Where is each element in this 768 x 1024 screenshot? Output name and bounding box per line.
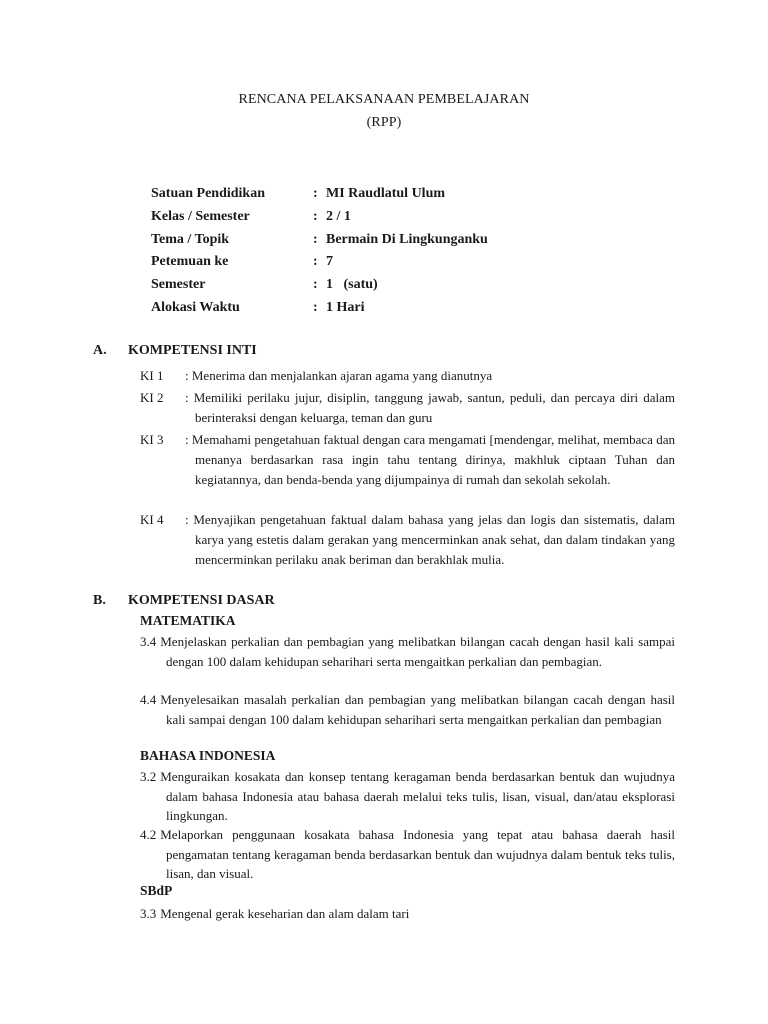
identity-colon: : [313, 299, 318, 315]
kd-item [140, 825, 675, 884]
identity-row [151, 229, 488, 252]
kd-text: Melaporkan penggunaan kosakata bahasa Indonesia yang tepat atau bahasa daerah hasil pengamatan tentang keragaman benda berdasarkan bentuk dan wujudnya dalam bentuk teks tulis, lisan, dan visual. [160, 827, 675, 881]
kd-text: Menjelaskan perkalian dan pembagian yang melibatkan bilangan cacah dengan hasil kali sampai dengan 100 dalam kehidupan seharihari serta mengaitkan perkalian dan pembagian. [160, 634, 675, 669]
subject-heading: BAHASA INDONESIA [140, 748, 276, 763]
identity-value: 1 Hari [326, 299, 365, 315]
identity-row [151, 297, 488, 320]
identity-label: Satuan Pendidikan [151, 186, 265, 201]
identity-row [151, 274, 488, 297]
identity-label: Semester [151, 277, 206, 293]
ki-code: KI 2 [140, 390, 164, 405]
identity-block [151, 183, 488, 320]
ki-code: KI 3 [140, 432, 164, 447]
identity-colon: : [313, 277, 318, 293]
identity-label: Alokasi Waktu [151, 299, 240, 315]
ki-text: : Menyajikan pengetahuan faktual dalam bahasa yang jelas dan logis dan sistematis, dalam karya yang estetis dalam gerakan yang mencerminkan anak sehat, dan dalam tindakan yang mencerminkan perilaku anak beriman dan berakhlak mulia. [185, 512, 675, 567]
document-subtitle: (RPP) [366, 115, 402, 130]
identity-label: Tema / Topik [151, 231, 230, 247]
ki-text: : Menerima dan menjalankan ajaran agama yang dianutnya [185, 368, 493, 383]
kd-number: 3.3 [140, 906, 157, 921]
identity-value: Bermain Di Lingkunganku [326, 231, 488, 247]
kd-number: 3.4 [140, 634, 157, 649]
document-title: RENCANA PELAKSANAAN PEMBELAJARAN [238, 92, 530, 107]
identity-value: 7 [326, 254, 333, 270]
section-title: KOMPETENSI DASAR [128, 593, 275, 608]
ki-text: : Memiliki perilaku jujur, disiplin, tanggung jawab, santun, peduli, dan percaya diri dalam berinteraksi dengan keluarga, teman dan guru [185, 390, 675, 425]
identity-value: MI Raudlatul Ulum [326, 186, 446, 201]
kd-number: 3.2 [140, 769, 157, 784]
ki-item [140, 366, 675, 386]
section-letter: B. [93, 593, 106, 608]
kd-text: Menguraikan kosakata dan konsep tentang keragaman benda berdasarkan bentuk dan wujudnya dalam bahasa Indonesia atau bahasa daerah melalui teks tulis, lisan, visual, dan/atau eksplorasi lingkungan. [160, 769, 675, 823]
identity-colon: : [313, 186, 318, 201]
ki-item [140, 510, 675, 570]
kd-number: 4.2 [140, 827, 157, 842]
identity-label: Kelas / Semester [151, 208, 250, 224]
identity-row [151, 206, 488, 229]
kd-item [140, 767, 675, 826]
identity-value: 2 / 1 [326, 208, 351, 224]
identity-row [151, 183, 488, 206]
ki-code: KI 4 [140, 512, 164, 527]
identity-colon: : [313, 231, 318, 247]
section-title: KOMPETENSI INTI [128, 343, 257, 358]
ki-item [140, 430, 675, 490]
identity-colon: : [313, 254, 318, 270]
identity-colon: : [313, 208, 318, 224]
ki-text: : Memahami pengetahuan faktual dengan cara mengamati [mendengar, melihat, membaca dan menanya berdasarkan rasa ingin tahu tentang dirinya, makhluk ciptaan Tuhan dan kegiatannya, dan benda-benda yang dijumpainya di rumah dan sekolah sekolah. [185, 432, 675, 487]
ki-code: KI 1 [140, 368, 164, 383]
section-letter: A. [93, 343, 107, 358]
identity-row [151, 251, 488, 274]
kd-item [140, 632, 675, 671]
kd-number: 4.4 [140, 692, 157, 707]
subject-heading: SBdP [140, 883, 173, 898]
kd-text: Menyelesaikan masalah perkalian dan pembagian yang melibatkan bilangan cacah dengan hasil kali sampai dengan 100 dalam kehidupan seharihari serta mengaitkan perkalian dan pembagian [160, 692, 675, 727]
ki-item [140, 388, 675, 428]
subject-heading: MATEMATIKA [140, 613, 236, 628]
identity-label: Petemuan ke [151, 254, 229, 270]
identity-value: 1 (satu) [326, 277, 378, 293]
kd-text: Mengenal gerak keseharian dan alam dalam tari [160, 906, 410, 921]
kd-item [140, 690, 675, 729]
kd-item [140, 904, 675, 924]
